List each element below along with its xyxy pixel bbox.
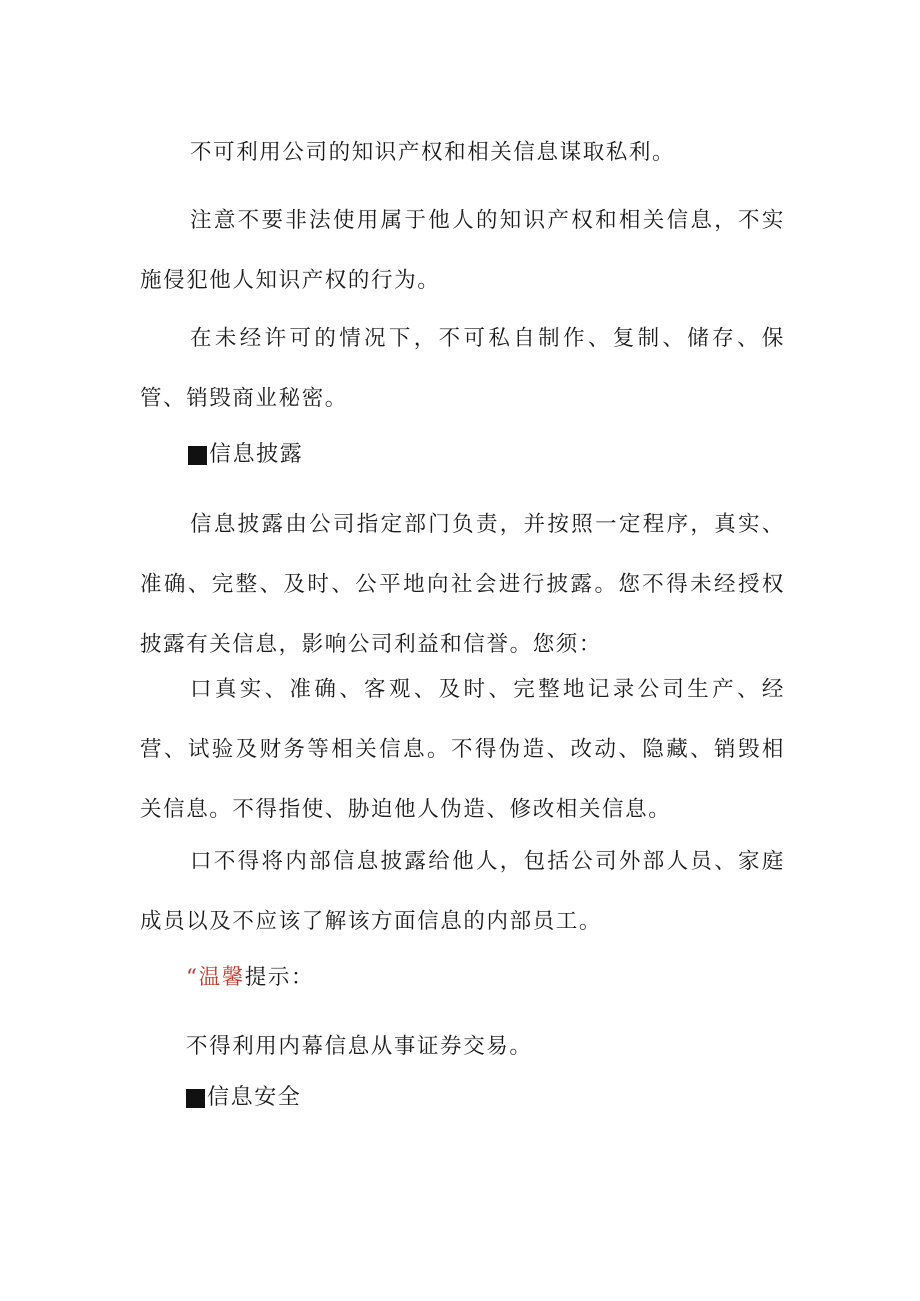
black-square-icon [188,446,207,465]
heading-information-security [186,1083,301,1113]
paragraph-ip-private-gain: 不可利用公司的知识产权和相关信息谋取私利。 [190,140,676,165]
paragraph-internal-info: 口不得将内部信息披露给他人，包括公司外部人员、家庭成员以及不应该了解该方面信息的内部员工。 [140,849,785,934]
paragraph-ip-others: 注意不要非法使用属于他人的知识产权和相关信息，不实施侵犯他人知识产权的行为。 [140,208,785,293]
tip-rest-text: 提示： [244,965,315,990]
heading-disclosure-label: 信息披露 [209,442,304,467]
heading-information-disclosure [188,440,303,470]
paragraph-trade-secrets: 在未经许可的情况下，不可私自制作、复制、储存、保管、销毁商业秘密。 [140,326,785,411]
warm-tip-label [186,960,314,996]
tip-red-text: 温馨 [198,965,245,990]
heading-security-label: 信息安全 [207,1085,302,1110]
paragraph-disclosure-rules: 信息披露由公司指定部门负责，并按照一定程序，真实、准确、完整、及时、公平地向社会进行披露。您不得未经授权披露有关信息，影响公司利益和信誉。您须： [140,512,785,657]
paragraph-record-info: 口真实、准确、客观、及时、完整地记录公司生产、经营、试验及财务等相关信息。不得伪造、改动、隐藏、销毁相关信息。不得指使、胁迫他人伪造、修改相关信息。 [140,677,785,822]
black-square-icon [186,1089,205,1108]
tip-quote: “ [186,965,199,990]
paragraph-insider-trading: 不得利用内幕信息从事证券交易。 [186,1034,533,1059]
